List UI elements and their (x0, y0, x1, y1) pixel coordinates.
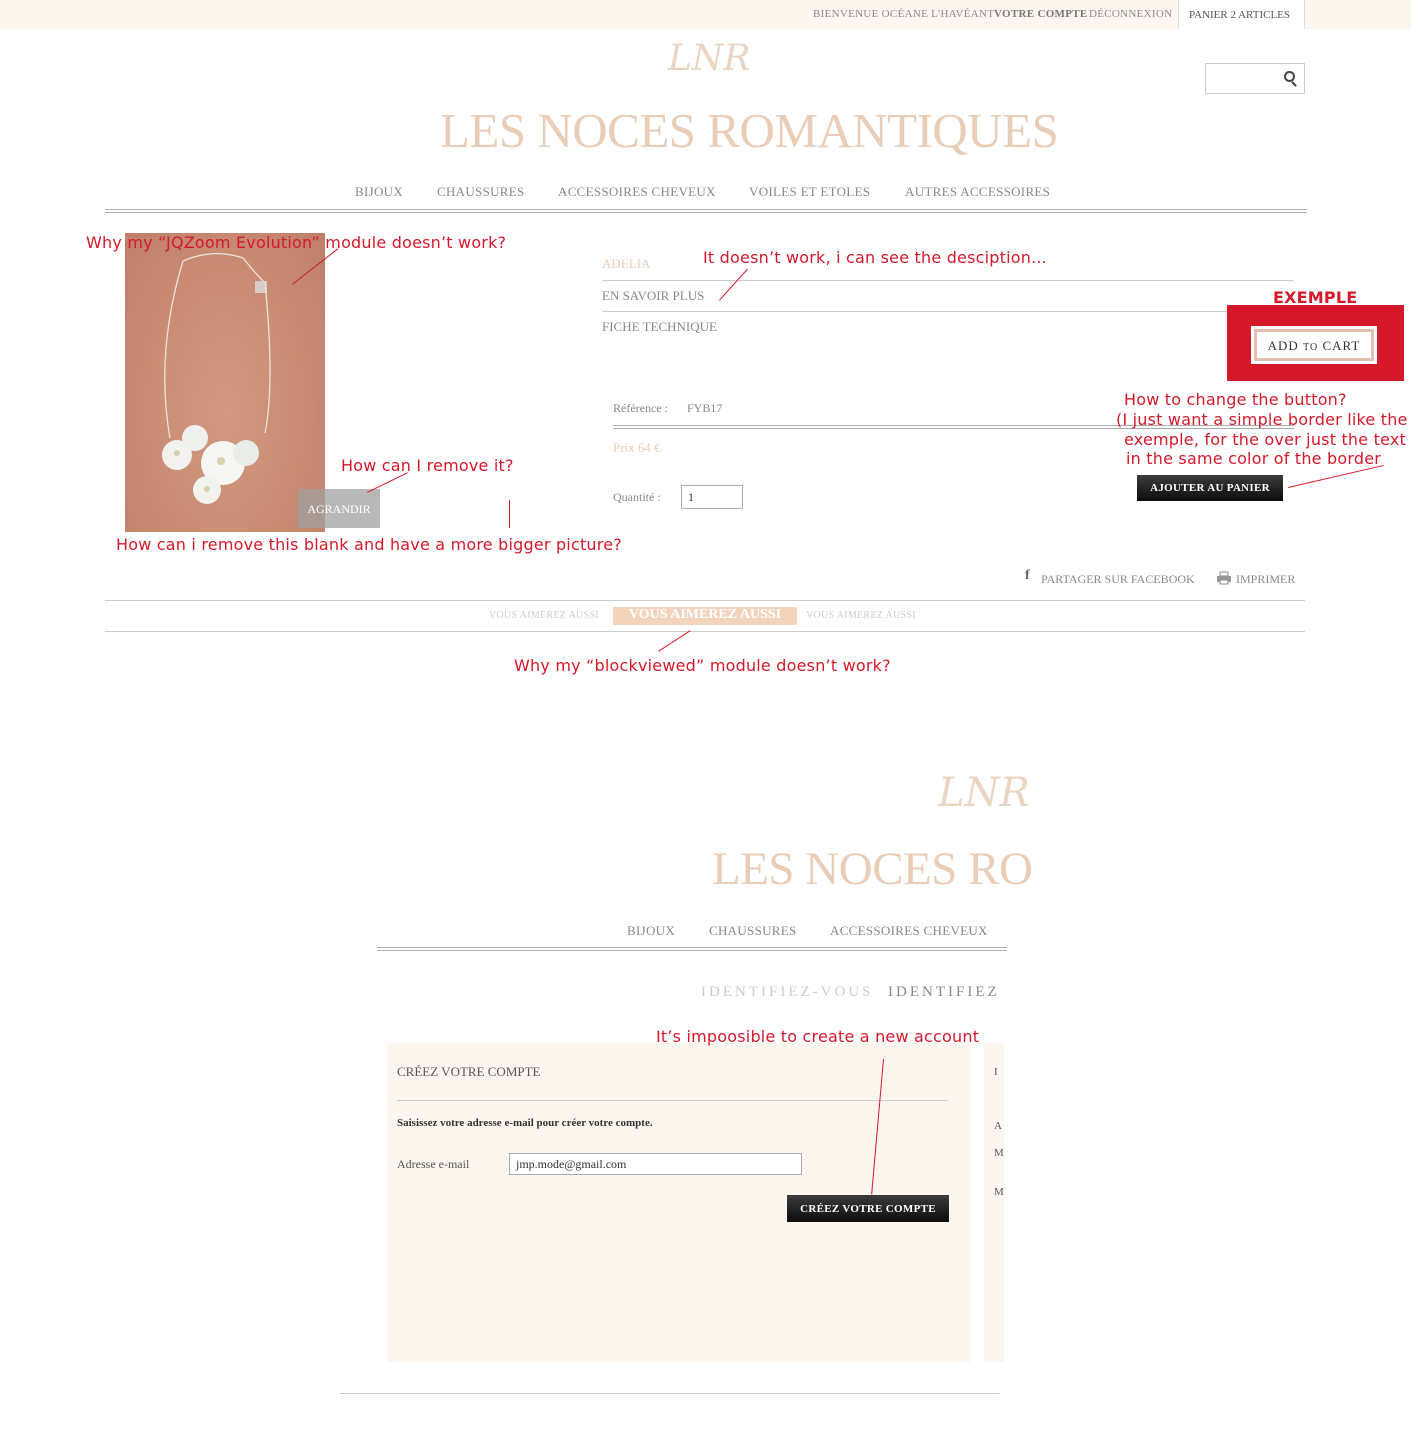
email-field[interactable]: jmp.mode@gmail.com (509, 1153, 802, 1175)
annotation-blockviewed: Why my “blockviewed” module doesn’t work? (514, 656, 891, 675)
panel-divider (397, 1100, 948, 1101)
example-btn-cart: CART (1322, 338, 1361, 353)
example-btn-to: TO (1303, 342, 1319, 353)
login-panel-letter: A (994, 1120, 1002, 1132)
annotation-blank: How can i remove this blank and have a more bigger picture? (116, 535, 622, 554)
example-title: EXEMPLE (1273, 288, 1358, 307)
annotation-line (509, 500, 510, 528)
quantity-label: Quantité : (613, 490, 661, 504)
reference-label: Référence : (613, 401, 668, 415)
related-tab-right[interactable]: VOUS AIMEREZ AUSSI (806, 610, 916, 621)
identify-heading: IDENTIFIEZ-VOUS (701, 984, 874, 1000)
tab-fiche-technique[interactable]: FICHE TECHNIQUE (602, 319, 717, 334)
related-divider-bottom (105, 631, 1305, 632)
nav-item-accessoires-cheveux[interactable]: ACCESSOIRES CHEVEUX (830, 923, 988, 938)
second-screenshot (340, 770, 1033, 1396)
login-panel-letter: I (994, 1066, 998, 1078)
tab-divider (602, 280, 1294, 281)
account-link[interactable]: VOTRE COMPTE (994, 8, 1088, 20)
welcome-text: BIENVENUE OCÉANE L'HAVÉANT (813, 8, 995, 20)
logo-monogram: LNR (668, 38, 751, 79)
reference-value: FYB17 (687, 401, 723, 415)
nav-item-accessoires-cheveux[interactable]: ACCESSOIRES CHEVEUX (558, 184, 716, 199)
tab-en-savoir-plus[interactable]: EN SAVOIR PLUS (602, 288, 705, 303)
panel-hint: Saisissez votre adresse e-mail pour créer votre compte. (397, 1117, 653, 1129)
printer-icon[interactable] (1216, 571, 1232, 585)
zoom-button[interactable]: AGRANDIR (298, 489, 380, 528)
tab-adelia[interactable]: ADELIA (602, 256, 651, 271)
example-btn-add: ADD (1267, 338, 1299, 353)
annotation-line (367, 472, 408, 493)
annotation-button-1: How to change the button? (1124, 390, 1347, 409)
example-button[interactable] (1251, 326, 1377, 364)
cart-summary[interactable]: PANIER 2 ARTICLES (1178, 0, 1305, 29)
login-panel-letter: M (994, 1147, 1004, 1159)
search-icon[interactable] (1284, 71, 1295, 82)
annotation-line (719, 269, 748, 301)
annotation-button-2: (I just want a simple border like the (1116, 410, 1408, 429)
related-divider-top (105, 600, 1305, 601)
footer-divider (340, 1393, 999, 1394)
add-to-cart-button[interactable]: AJOUTER AU PANIER (1137, 475, 1283, 501)
brand-name[interactable]: LES NOCES ROMANTIQUES (440, 103, 1059, 158)
brand-name[interactable]: LES NOCES RO (712, 843, 1033, 895)
annotation-remove-zoom: How can I remove it? (341, 456, 514, 475)
annotation-button-3: exemple, for the over just the text (1124, 430, 1406, 449)
nav-item-chaussures[interactable]: CHAUSSURES (437, 184, 525, 199)
search-input[interactable] (1205, 63, 1305, 94)
create-account-button[interactable]: CRÉEZ VOTRE COMPTE (787, 1195, 949, 1222)
nav-item-voiles-etoles[interactable]: VOILES ET ETOLES (749, 184, 871, 199)
logo-monogram: LNR (938, 770, 1030, 816)
nav-item-bijoux[interactable]: BIJOUX (355, 184, 404, 199)
print-link[interactable]: IMPRIMER (1236, 572, 1296, 586)
product-image[interactable] (125, 233, 325, 532)
login-panel-letter: M (994, 1186, 1004, 1198)
nav-item-chaussures[interactable]: CHAUSSURES (709, 923, 797, 938)
facebook-icon[interactable]: f (1025, 568, 1030, 583)
nav-item-bijoux[interactable]: BIJOUX (627, 923, 676, 938)
login-panel (984, 1043, 1004, 1362)
nav-divider (377, 947, 1007, 951)
share-facebook-link[interactable]: PARTAGER SUR FACEBOOK (1041, 572, 1195, 586)
related-tab-active[interactable]: VOUS AIMEREZ AUSSI (613, 607, 797, 625)
panel-title: CRÉEZ VOTRE COMPTE (397, 1064, 541, 1079)
annotation-description: It doesn’t work, i can see the desciption... (703, 248, 1047, 267)
nav-divider (105, 209, 1307, 213)
annotation-line (658, 630, 690, 652)
related-tab-left[interactable]: VOUS AIMEREZ AUSSI (489, 610, 599, 621)
quantity-input[interactable]: 1 (681, 485, 743, 509)
annotation-button-4: in the same color of the border (1126, 449, 1382, 468)
annotation-jqzoom: Why my “JQZoom Evolution” module doesn’t work? (86, 233, 507, 252)
email-label: Adresse e-mail (397, 1157, 470, 1171)
logout-link[interactable]: DÉCONNEXION (1089, 8, 1173, 20)
tab-divider (602, 311, 1294, 312)
nav-item-autres-accessoires[interactable]: AUTRES ACCESSOIRES (905, 184, 1051, 199)
product-price: Prix 64 € (613, 440, 661, 455)
search-icon-handle (1291, 81, 1297, 87)
annotation-create-account: It’s impoosible to create a new account (656, 1027, 980, 1046)
annotation-line (1288, 465, 1384, 488)
identify-heading-current: IDENTIFIEZ (888, 984, 1000, 1000)
necklace-illustration (125, 233, 325, 532)
